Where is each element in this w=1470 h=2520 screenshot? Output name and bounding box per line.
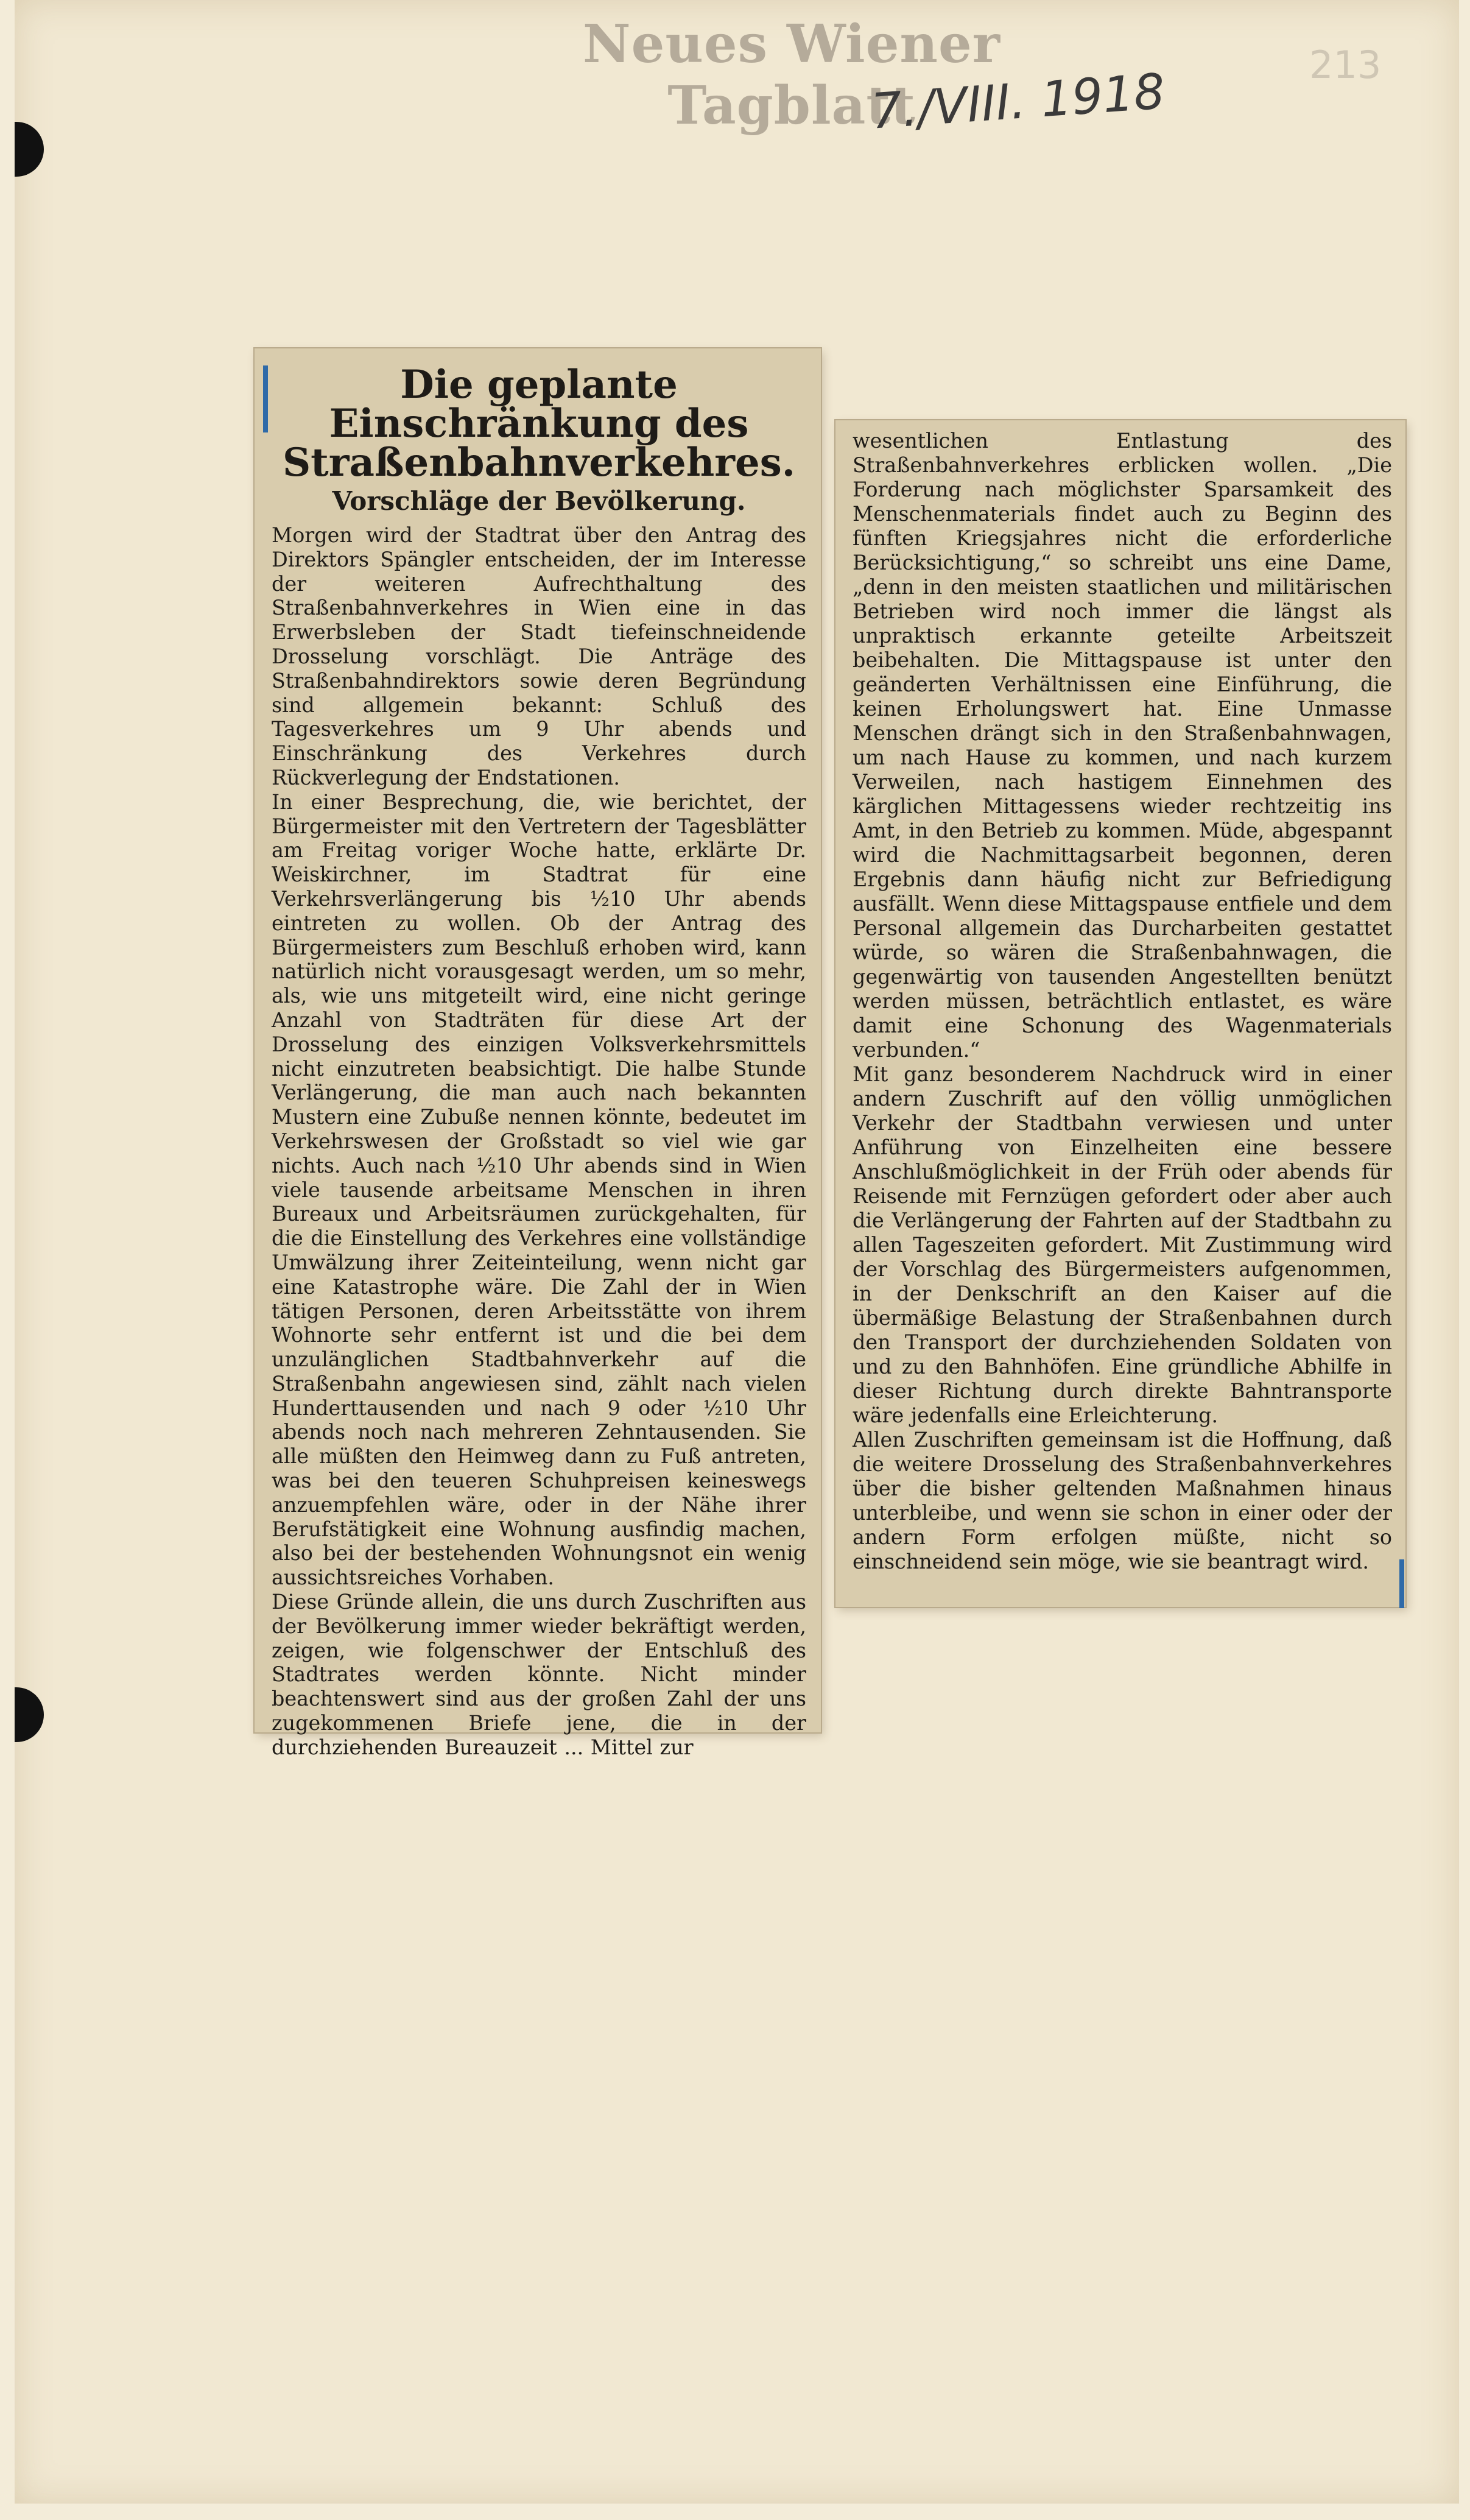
handwritten-date: 7./VIII. 1918	[869, 63, 1167, 140]
pencil-margin-mark	[263, 365, 268, 432]
article-headline: Die geplante Einschränkung des Straßenbahnverkehres.	[282, 362, 796, 485]
article-column-1-text: Morgen wird der Stadtrat über den Antrag des Direktors Spängler entscheiden, der im Interesse der weiteren Aufrechthaltung des Straßenbahnverkehres in Wien eine in das Erwerbsleben der Stadt tiefeinschneidende Drosselung vorschlägt. Die Anträge des Straßenbahndirektors sowie deren Begründung sind allgemein bekannt: Schluß des Tagesverkehres um 9 Uhr abends und Einschränkung des Verkehres durch Rückverlegung der Endstationen. In einer Besprechung, die, wie berichtet, der Bürgermeister mit den Vertretern der Tagesblätter am Freitag voriger Woche hatte, erklärte Dr. Weiskirchner, im Stadtrat für eine Verkehrsverlängerung bis ½10 Uhr abends eintreten zu wollen. Ob der Antrag des Bürgermeisters zum Beschluß erhoben wird, kann natürlich nicht vorausgesagt werden, um so mehr, als, wie uns mitgeteilt wird, eine nicht geringe Anzahl von Stadträten für diese Art der Drosselung des einzigen Volksverkehrsmittels nicht einzutreten beabsichtigt. Die halbe Stunde Verlängerung, die man auch nach bekannten Mustern eine Zubuße nennen könnte, bedeutet im Verkehrswesen der Großstadt so viel wie gar nichts. Auch nach ½10 Uhr abends sind in Wien viele tausende arbeitsame Menschen in ihren Bureaux und Arbeitsräumen zurückgehalten, für die die Einstellung des Verkehres eine vollständige Umwälzung ihrer Zeiteinteilung, wenn nicht gar eine Katastrophe wäre. Die Zahl der in Wien tätigen Personen, deren Arbeitsstätte von ihrem Wohnorte sehr entfernt ist und die bei dem unzulänglichen Stadtbahnverkehr auf die Straßenbahn angewiesen sind, zählt nach vielen Hunderttausenden und nach 9 oder ½10 Uhr abends noch nach mehreren Zehntausenden. Sie alle müßten den Heimweg dann zu Fuß antreten, was bei den teueren Schuhpreisen keineswegs anzuempfehlen wäre, oder in der Nähe ihrer Berufstätigkeit eine Wohnung ausfindig machen, also bei der bestehenden Wohnungsnot ein wenig aussichtsreiches Vorhaben. Diese Gründe allein, die uns durch Zuschriften aus der Bevölkerung immer wieder bekräftigt werden, zeigen, wie folgenschwer der Entschluß des Stadtrates werden könnte. Nicht minder beachtenswert sind aus der großen Zahl der uns zugekommenen Briefe jene, die in der durchziehenden Bureauzeit ... Mittel zur	[272, 523, 806, 1759]
newspaper-stamp: Neues Wiener Tagblatt	[583, 13, 1001, 136]
article-column-2-text: wesentlichen Entlastung des Straßenbahnverkehres erblicken wollen. „Die Forderung nach möglichster Sparsamkeit des Menschenmaterials findet auch zu Beginn des fünften Kriegsjahres nicht die erforderliche Berücksichtigung,“ so schreibt uns eine Dame, „denn in den meisten staatlichen und militärischen Betrieben wird noch immer die längst als unpraktisch erkannte geteilte Arbeitszeit beibehalten. Die Mittagspause ist unter den geänderten Verhältnissen eine Einführung, die keinen Erholungswert hat. Eine Unmasse Menschen drängt sich in den Straßenbahnwagen, um nach Hause zu kommen, und nach kurzem Verweilen, nach hastigem Einnehmen des kärglichen Mittagessens wieder rechtzeitig ins Amt, in den Betrieb zu kommen. Müde, abgespannt wird die Nachmittagsarbeit begonnen, deren Ergebnis dann häufig nicht zur Befriedigung ausfällt. Wenn diese Mittagspause entfiele und dem Personal allgemein das Durcharbeiten gestattet würde, so wären die Straßenbahnwagen, die gegenwärtig von tausenden Angestellten benützt werden müssen, beträchtlich entlastet, es wäre damit eine Schonung des Wagenmaterials verbunden.“ Mit ganz besonderem Nachdruck wird in einer andern Zuschrift auf den völlig unmöglichen Verkehr der Stadtbahn verwiesen und unter Anführung von Einzelheiten eine bessere Anschlußmöglichkeit in der Früh oder abends für Reisende mit Fernzügen gefordert oder aber auch die Verlängerung der Fahrten auf der Stadtbahn zu allen Tageszeiten gefordert. Mit Zustimmung wird der Vorschlag des Bürgermeisters aufgenommen, in der Denkschrift an den Kaiser auf die übermäßige Belastung der Straßenbahnen durch den Transport der durchziehenden Soldaten von und zu den Bahnhöfen. Eine gründliche Abhilfe in dieser Richtung durch direkte Bahntransporte wäre jedenfalls eine Erleichterung. Allen Zuschriften gemeinsam ist die Hoffnung, daß die weitere Drosselung des Straßenbahnverkehres über die bisher geltenden Maßnahmen hinaus unterbleibe, und wenn sie schon in einer oder der andern Form erfolgen müßte, nicht so einschneidend sein möge, wie sie beantragt wird.	[853, 429, 1392, 1573]
binder-hole-bottom	[15, 1687, 44, 1742]
clipping-column-1	[255, 348, 821, 1759]
clipping-column-2	[835, 420, 1405, 1607]
pencil-end-mark	[1399, 1559, 1404, 1608]
binder-hole-top	[15, 122, 44, 177]
page-number: 213	[1309, 43, 1382, 87]
article-subheadline: Vorschläge der Bevölkerung.	[332, 486, 746, 516]
